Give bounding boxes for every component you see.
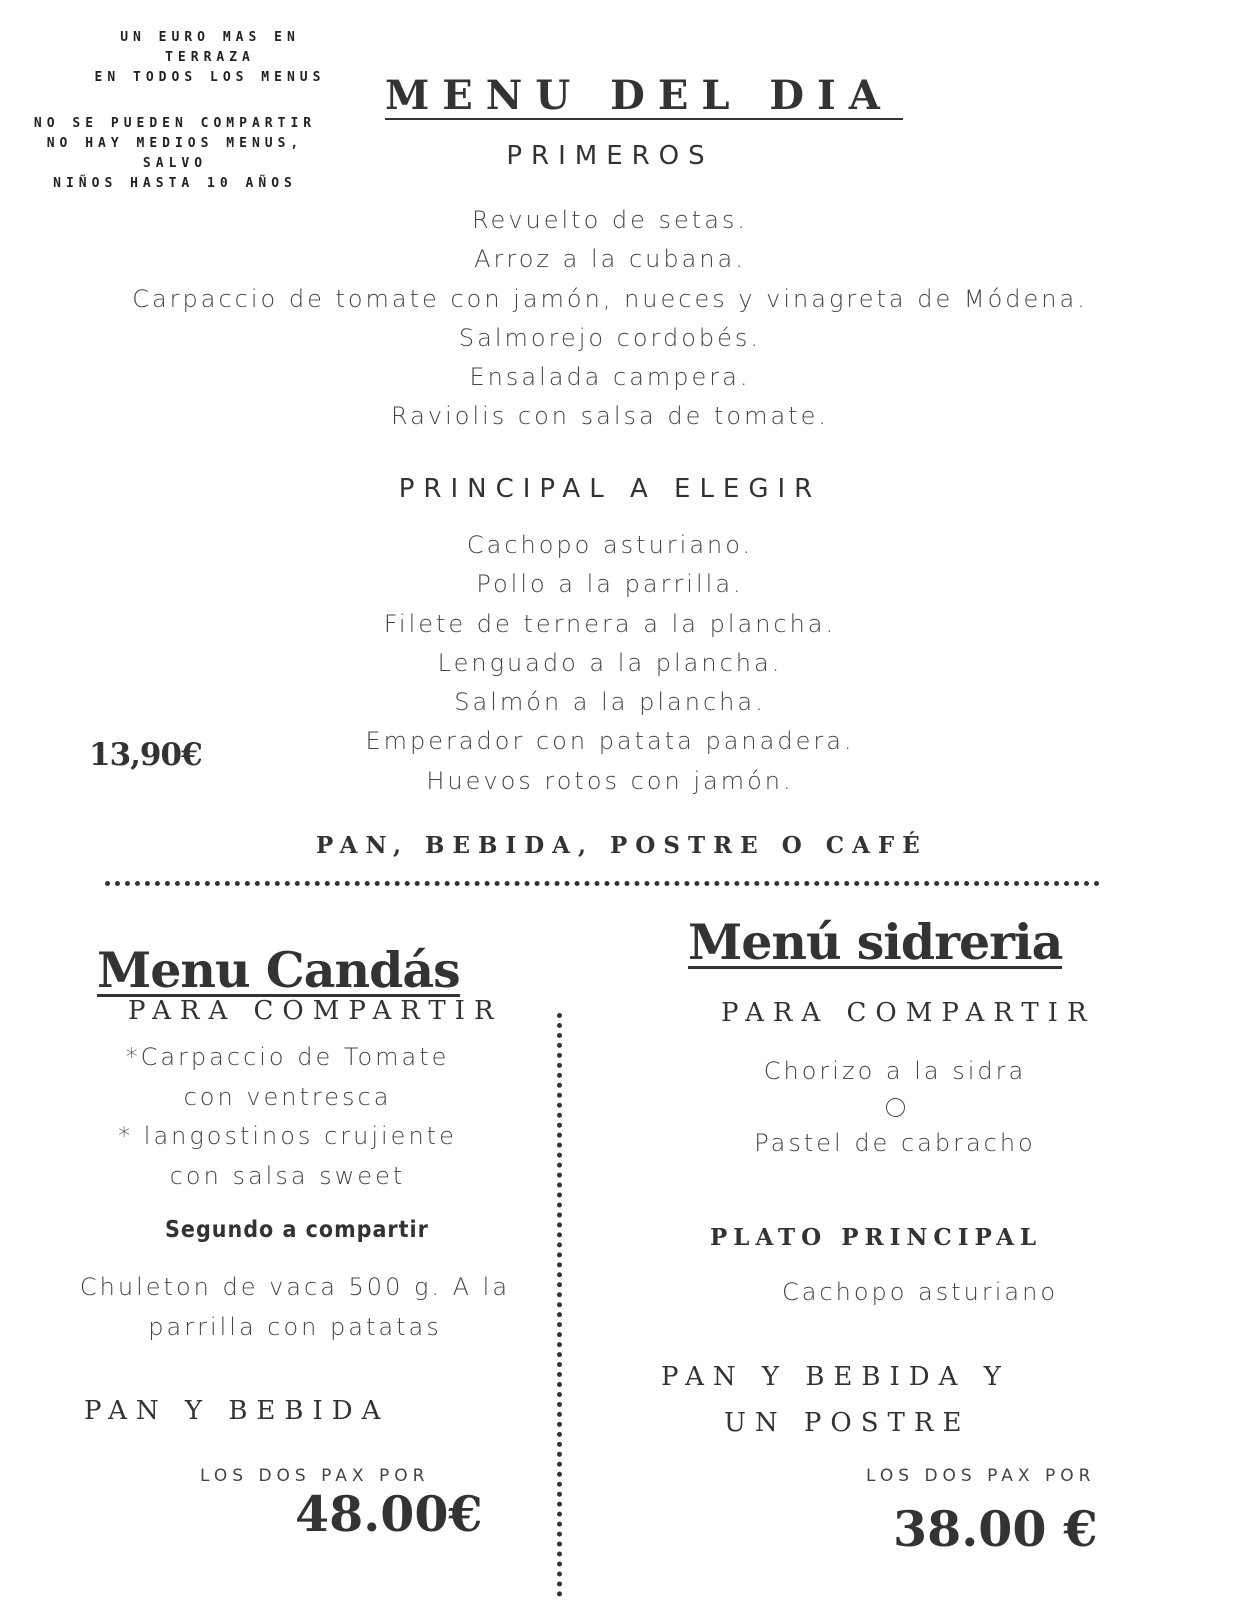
- sidreria-includes-2: UN POSTRE: [724, 1408, 971, 1438]
- menu-dia-price: 13,90€: [89, 737, 202, 773]
- list-item: Huevos rotos con jamón.: [426, 766, 794, 795]
- list-item: Arroz a la cubana.: [474, 245, 746, 274]
- sidreria-para-compartir: PARA COMPARTIR: [721, 998, 1096, 1028]
- note-line: UN EURO MAS EN TERRAZA: [120, 30, 300, 65]
- list-item: Emperador con patata panadera.: [365, 727, 855, 756]
- list-item: parrilla con patatas: [148, 1312, 442, 1341]
- list-item: Filete de ternera a la plancha.: [383, 609, 837, 638]
- candas-segundo-items: [70, 1268, 520, 1347]
- note-line: NO HAY MEDIOS MENUS, SALVO: [46, 136, 304, 171]
- candas-pax: LOS DOS PAX POR: [200, 1466, 430, 1486]
- sidreria-includes-1: PAN Y BEBIDA Y: [661, 1362, 1010, 1392]
- sidreria-option-2: Pastel de cabracho: [754, 1129, 1036, 1157]
- list-item: Raviolis con salsa de tomate.: [391, 402, 829, 431]
- candas-segundo-heading: Segundo a compartir: [165, 1217, 429, 1243]
- principal-list: [260, 526, 960, 801]
- principal-heading: PRINCIPAL A ELEGIR: [398, 474, 822, 504]
- list-item: con salsa sweet: [169, 1161, 406, 1190]
- sidreria-plato-heading: PLATO PRINCIPAL: [710, 1224, 1043, 1251]
- sidreria-pax: LOS DOS PAX POR: [866, 1466, 1096, 1486]
- list-item: Lenguado a la plancha.: [437, 648, 783, 677]
- list-item: Salmón a la plancha.: [454, 688, 766, 717]
- list-item: *Carpaccio de Tomate: [125, 1043, 450, 1071]
- compartir-note: [20, 114, 330, 194]
- candas-para-compartir: PARA COMPARTIR: [128, 996, 503, 1026]
- horizontal-divider: [105, 881, 1100, 886]
- list-item: Salmorejo cordobés.: [458, 323, 762, 352]
- list-item: Chuleton de vaca 500 g. A la: [79, 1273, 511, 1301]
- list-item: Ensalada campera.: [469, 363, 751, 392]
- list-item: Carpaccio de tomate con jamón, nueces y vinagreta de Módena.: [132, 284, 1088, 313]
- note-line: EN TODOS LOS MENUS: [94, 70, 326, 85]
- sidreria-option-1: Chorizo a la sidra: [763, 1057, 1027, 1085]
- list-item: con ventresca: [183, 1082, 392, 1111]
- list-item: Cachopo asturiano.: [466, 531, 754, 559]
- note-line: NIÑOS HASTA 10 AÑOS: [53, 176, 297, 191]
- terraza-note: [70, 28, 350, 88]
- menu-dia-includes: PAN, BEBIDA, POSTRE O CAFÉ: [316, 832, 928, 859]
- list-item: Revuelto de setas.: [471, 206, 749, 234]
- sidreria-plato: Cachopo asturiano: [781, 1278, 1059, 1306]
- primeros-heading: PRIMEROS: [506, 141, 714, 171]
- menu-dia-title: MENU DEL DIA: [385, 74, 903, 120]
- candas-includes: PAN Y BEBIDA: [84, 1396, 390, 1426]
- candas-items: [100, 1038, 475, 1196]
- or-circle-icon: [886, 1098, 905, 1117]
- candas-price: 48.00€: [295, 1485, 483, 1543]
- primeros-list: [100, 201, 1120, 437]
- sidreria-price: 38.00 €: [893, 1500, 1098, 1558]
- list-item: * langostinos crujiente: [118, 1122, 457, 1150]
- menu-sidreria-title: Menú sidreria: [688, 913, 1063, 971]
- menu-candas-title: Menu Candás: [97, 941, 460, 999]
- vertical-divider: [557, 1013, 562, 1597]
- list-item: Pollo a la parrilla.: [476, 570, 744, 599]
- note-line: NO SE PUEDEN COMPARTIR: [33, 116, 317, 131]
